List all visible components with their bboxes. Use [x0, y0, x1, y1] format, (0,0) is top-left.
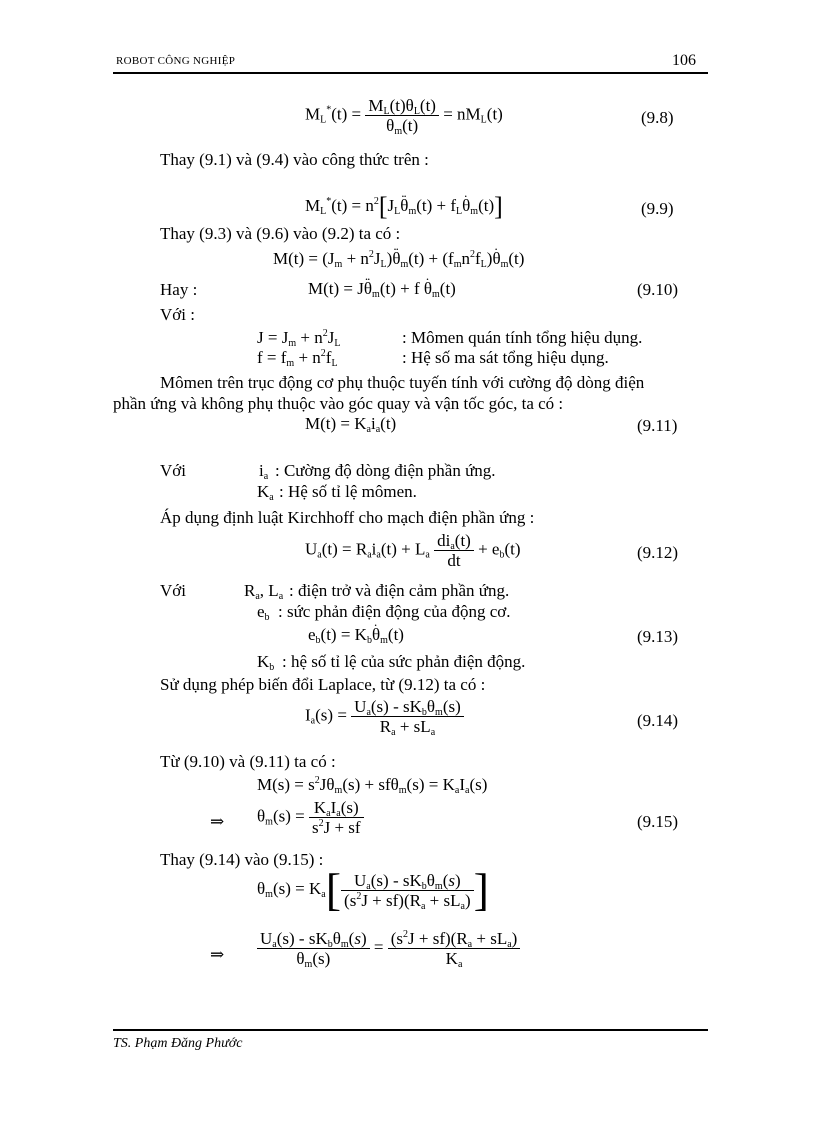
footer-rule — [113, 1029, 708, 1031]
equation-final: $\frac{U_a(s) - sK_b\theta_m(s)}{\theta_m(s)}$ = $\frac{(s^2J + sf)(R_a + sL_a)}{K_a}$ — [257, 929, 520, 968]
header-rule — [113, 72, 708, 74]
equation-9-11: $M(t) = K_ai_a(t)$ — [305, 414, 397, 435]
definition-desc: : Cường độ dòng điện phần ứng. — [275, 461, 496, 480]
paragraph: Thay (9.1) và (9.4) vào công thức trên : — [160, 150, 429, 169]
definition-desc: : điện trở và điện cảm phần ứng. — [289, 581, 510, 600]
equation-9-12: $U_a(t) = R_ai_a(t) + L_a$ $\frac{di_a(t)}{dt}$ + $e_b(t)$ — [305, 531, 521, 570]
equation-label: (9.12) — [637, 543, 679, 562]
equation-label: (9.13) — [637, 627, 679, 646]
symbol-ia: $i_a$ — [259, 461, 269, 482]
paragraph: Thay (9.3) và (9.6) vào (9.2) ta có : — [160, 224, 401, 243]
definition-desc: : hệ số tỉ lệ của sức phản điện động. — [282, 652, 526, 671]
definition-desc: : Hệ số tỉ lệ mômen. — [279, 482, 417, 501]
symbol-eb: $e_b$ — [257, 602, 270, 623]
footer-author: TS. Phạm Đăng Phước — [113, 1036, 243, 1051]
paragraph-label: Với : — [160, 305, 195, 324]
equation-label: (9.14) — [637, 711, 679, 730]
paragraph: Thay (9.14) vào (9.15) : — [160, 850, 324, 869]
running-header-title: ROBOT CÔNG NGHIỆP — [116, 55, 236, 67]
definition-j: $J = J_m + n^2J_L$ — [257, 328, 341, 349]
definition-desc: : Hệ số ma sát tổng hiệu dụng. — [402, 348, 609, 367]
paragraph-label: Hay : — [160, 280, 198, 299]
paragraph: Mômen trên trục động cơ phụ thuộc tuyến tính với cường độ dòng điện — [160, 373, 645, 392]
equation-9-10: M(t) = J.. $\theta_m(t) + f$ . $\theta_m(t)$ — [308, 279, 456, 299]
equation-label: (9.10) — [637, 280, 679, 299]
equation-label: (9.11) — [637, 416, 678, 435]
paragraph: Sử dụng phép biến đổi Laplace, từ (9.12) ta có : — [160, 675, 486, 694]
paragraph: Áp dụng định luật Kirchhoff cho mạch điện phần ứng : — [160, 508, 535, 527]
symbol-ka: $K_a$ — [257, 482, 274, 503]
equation-9-2-expanded: $M(t) = (J_m + n^2J_L)$.. $\theta_m(t) + (f_mn^2f_L)$. $\theta_m(t)$ — [273, 249, 524, 269]
implies-symbol: ⇒ — [210, 945, 225, 964]
paragraph: Từ (9.10) và (9.11) ta có : — [160, 752, 336, 771]
equation-label: (9.15) — [637, 812, 679, 831]
definition-desc: : Mômen quán tính tổng hiệu dụng. — [402, 328, 643, 347]
equation-9-9: $M_L^*(t) = n^2[J_L$.. $\theta_m(t) + f_L$. $\theta_m(t)$] — [305, 192, 503, 222]
paragraph: phần ứng và không phụ thuộc vào góc quay và vận tốc góc, ta có : — [113, 394, 564, 413]
paragraph-label: Với — [160, 581, 186, 600]
equation-label: (9.9) — [641, 199, 674, 218]
page-number: 106 — [672, 52, 696, 69]
equation-9-15: $\theta_m(s)$ = $\frac{K_aI_a(s)}{s^2J + sf}$ — [257, 798, 364, 837]
equation-label: (9.8) — [641, 108, 674, 127]
implies-symbol: ⇒ — [210, 812, 225, 831]
equation-theta-substituted: $\theta_m(s) = K_a$[ $\frac{U_a(s) - sK_b\theta_m(s)}{(s^2J + sf)(R_a + sL_a)}$ ] — [257, 864, 489, 915]
symbol-ra-la: $R_a$, $L_a$ — [244, 581, 284, 602]
equation-m-s: $M(s) = s^2J\theta_m(s) + sf\theta_m(s) = K_aI_a(s)$ — [257, 775, 488, 796]
equation-9-13: $e_b(t) = K_b$. $\theta_m(t)$ — [308, 625, 404, 645]
definition-desc: : sức phản điện động của động cơ. — [278, 602, 511, 621]
symbol-kb: $K_b$ — [257, 652, 275, 673]
equation-9-14: $I_a(s)$ = $\frac{U_a(s) - sK_b\theta_m(s)}{R_a + sL_a}$ — [305, 697, 464, 736]
paragraph-label: Với — [160, 461, 186, 480]
definition-f: $f = f_m + n^2f_L$ — [257, 348, 338, 369]
equation-9-8: $M_L^*(t)$ = $\frac{M_L(t)\theta_L(t)}{\theta_m(t)}$ = $nM_L(t)$ — [305, 96, 503, 137]
